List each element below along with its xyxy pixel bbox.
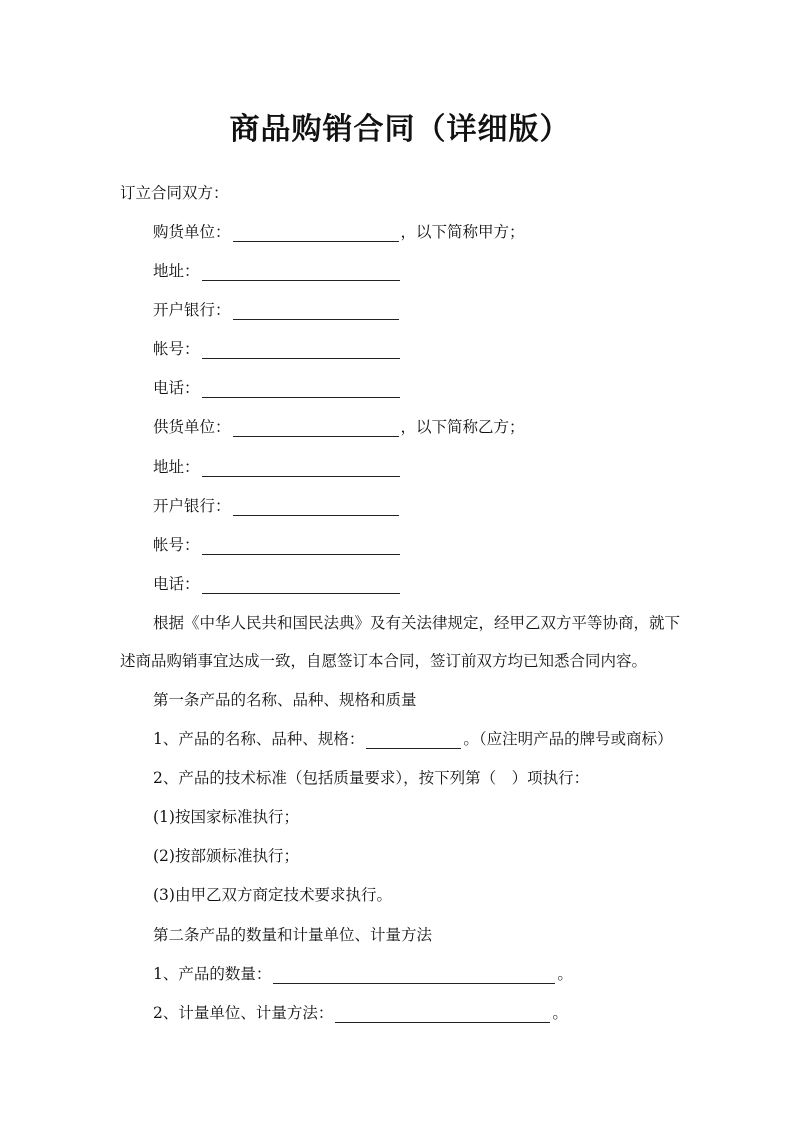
article2-item1-label: 1、产品的数量： [153, 965, 272, 983]
buyer-unit-label: 购货单位： [153, 223, 231, 241]
article2-item1-suffix: 。 [557, 965, 573, 983]
article2-item2-line [153, 1003, 568, 1023]
seller-phone-label: 电话： [153, 575, 200, 593]
seller-unit-line [153, 417, 525, 437]
buyer-address-blank[interactable] [202, 264, 400, 281]
article2-heading: 第二条产品的数量和计量单位、计量方法 [153, 926, 433, 944]
article1-option1: (1)按国家标准执行； [153, 808, 299, 826]
seller-unit-blank[interactable] [233, 420, 399, 437]
buyer-address-label: 地址： [153, 262, 200, 280]
seller-phone-line [153, 574, 402, 594]
seller-account-blank[interactable] [202, 538, 400, 555]
seller-address-line [153, 457, 402, 477]
intro-line: 订立合同双方： [120, 184, 229, 202]
buyer-unit-blank[interactable] [233, 225, 399, 242]
seller-address-blank[interactable] [202, 460, 400, 477]
preamble-paragraph: 根据《中华人民共和国民法典》及有关法律规定，经甲乙双方平等协商，就下述商品购销事宜达成一致，自愿签订本合同，签订前双方均已知悉合同内容。 [120, 614, 681, 670]
buyer-account-line [153, 339, 402, 359]
buyer-bank-line [153, 300, 401, 320]
buyer-phone-blank[interactable] [202, 381, 400, 398]
seller-unit-label: 供货单位： [153, 418, 231, 436]
article2-item2-label: 2、计量单位、计量方法： [153, 1004, 334, 1022]
article1-option2: (2)按部颁标准执行； [153, 847, 299, 865]
article1-item1-line [153, 729, 673, 749]
buyer-unit-line [153, 222, 525, 242]
measurement-method-blank[interactable] [335, 1006, 550, 1023]
buyer-unit-suffix: ，以下简称甲方； [400, 223, 525, 241]
product-name-blank[interactable] [366, 732, 461, 749]
seller-phone-blank[interactable] [202, 577, 400, 594]
seller-bank-blank[interactable] [233, 499, 399, 516]
article2-item2-suffix: 。 [552, 1004, 568, 1022]
seller-bank-label: 开户银行： [153, 497, 231, 515]
article1-heading: 第一条产品的名称、品种、规格和质量 [153, 691, 417, 709]
article1-option3: (3)由甲乙双方商定技术要求执行。 [153, 886, 392, 904]
buyer-bank-blank[interactable] [233, 303, 399, 320]
seller-address-label: 地址： [153, 458, 200, 476]
buyer-phone-label: 电话： [153, 379, 200, 397]
document-title: 商品购销合同（详细版） [229, 112, 571, 147]
article2-item1-line [153, 964, 573, 984]
quantity-blank[interactable] [273, 967, 555, 984]
seller-unit-suffix: ，以下简称乙方； [400, 418, 525, 436]
buyer-phone-line [153, 378, 402, 398]
article1-item1-label: 1、产品的名称、品种、规格： [153, 730, 365, 748]
buyer-bank-label: 开户银行： [153, 301, 231, 319]
buyer-address-line [153, 261, 402, 281]
seller-account-label: 帐号： [153, 536, 200, 554]
seller-account-line [153, 535, 402, 555]
seller-bank-line [153, 496, 401, 516]
buyer-account-label: 帐号： [153, 340, 200, 358]
buyer-account-blank[interactable] [202, 342, 400, 359]
article1-item1-suffix: 。（应注明产品的牌号或商标） [463, 730, 673, 748]
article1-item2: 2、产品的技术标准（包括质量要求），按下列第（ ）项执行： [153, 769, 590, 787]
